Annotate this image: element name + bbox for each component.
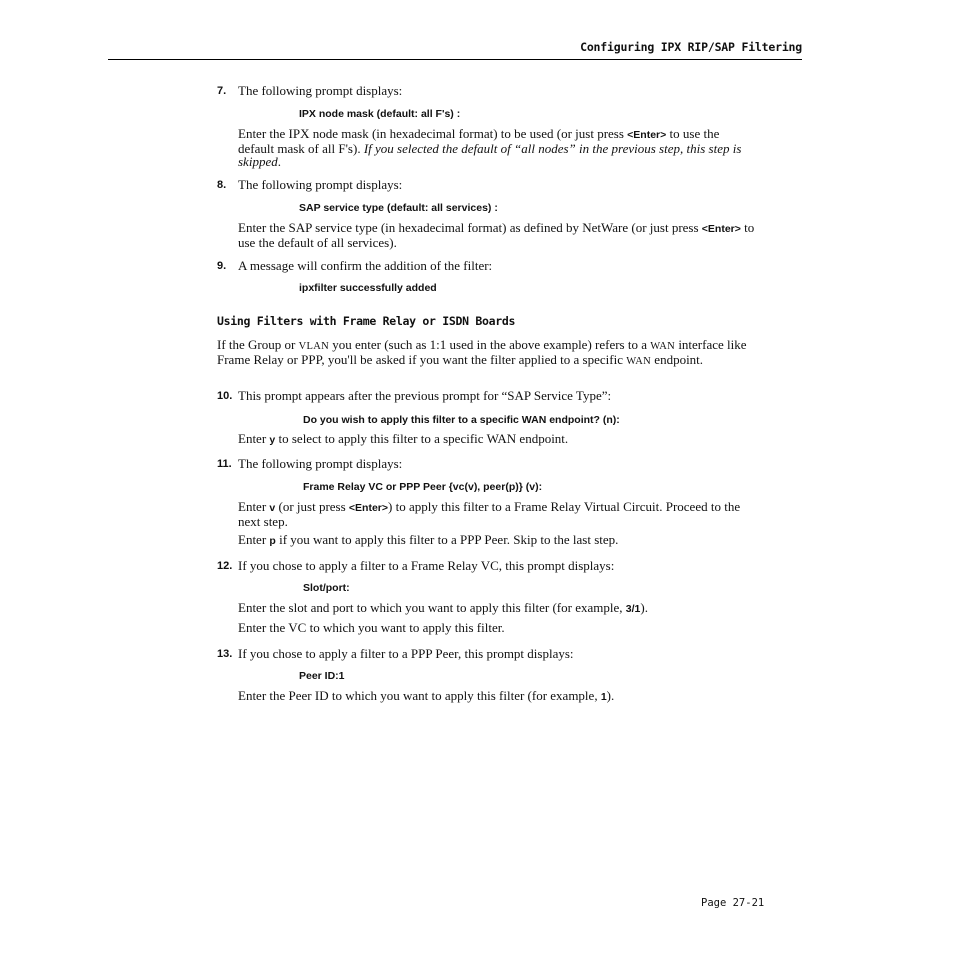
step-13-prompt: Peer ID:1 xyxy=(299,670,345,682)
step-13-body: Enter the Peer ID to which you want to apply this filter (for example, 1). xyxy=(238,688,615,703)
step-9-number: 9. xyxy=(217,260,227,272)
step-12-prompt: Slot/port: xyxy=(303,582,350,594)
step-7-text: The following prompt displays: xyxy=(238,83,403,98)
step-8-prompt: SAP service type (default: all services) : xyxy=(299,202,498,214)
step-11-body-2: Enter p if you want to apply this filter to a PPP Peer. Skip to the last step. xyxy=(238,532,619,547)
header-rule xyxy=(108,59,802,60)
step-12-text: If you chose to apply a filter to a Frame Relay VC, this prompt displays: xyxy=(238,558,615,573)
step-12-body-2: Enter the VC to which you want to apply this filter. xyxy=(238,620,505,635)
step-10-prompt: Do you wish to apply this filter to a specific WAN endpoint? (n): xyxy=(303,414,620,426)
step-8-text: The following prompt displays: xyxy=(238,177,403,192)
step-11-number: 11. xyxy=(217,458,232,470)
step-10-number: 10. xyxy=(217,390,233,402)
section-heading: Using Filters with Frame Relay or ISDN Boards xyxy=(217,314,516,328)
section-intro: If the Group or VLAN you enter (such as 1:1 used in the above example) refers to a WAN interface like Frame Relay or PPP, you'll be asked if you want the filter applied to a specific WAN endpoint. xyxy=(217,337,747,367)
step-13-text: If you chose to apply a filter to a PPP Peer, this prompt displays: xyxy=(238,646,574,661)
running-header: Configuring IPX RIP/SAP Filtering xyxy=(580,40,802,54)
step-10-text: This prompt appears after the previous prompt for “SAP Service Type”: xyxy=(238,388,612,403)
step-7-prompt: IPX node mask (default: all F's) : xyxy=(299,108,461,120)
step-7-body: Enter the IPX node mask (in hexadecimal format) to be used (or just press <Enter> to use the default mask of all F's). If you selected the default of “all nodes” in the previous step, this step is skipped. xyxy=(238,126,742,169)
page-number: Page 27-21 xyxy=(701,897,765,909)
enter-key: <Enter> xyxy=(627,129,667,141)
step-8-number: 8. xyxy=(217,179,227,191)
step-11-text: The following prompt displays: xyxy=(238,456,403,471)
step-12-number: 12. xyxy=(217,560,233,572)
step-7-number: 7. xyxy=(217,85,227,97)
step-8-body: Enter the SAP service type (in hexadecimal format) as defined by NetWare (or just press <Enter> to use the default of all services). xyxy=(238,220,755,250)
step-12-body-1: Enter the slot and port to which you want to apply this filter (for example, 3/1). xyxy=(238,600,648,615)
step-9-prompt: ipxfilter successfully added xyxy=(299,282,437,294)
enter-key: <Enter> xyxy=(701,223,741,235)
step-11-prompt: Frame Relay VC or PPP Peer {vc(v), peer(p)} (v): xyxy=(303,481,543,493)
step-10-body: Enter y to select to apply this filter to a specific WAN endpoint. xyxy=(238,431,569,446)
step-9-text: A message will confirm the addition of the filter: xyxy=(238,258,493,273)
step-13-number: 13. xyxy=(217,648,233,660)
step-11-body-1: Enter v (or just press <Enter>) to apply this filter to a Frame Relay Virtual Circuit. Proceed to the next step. xyxy=(238,499,741,529)
